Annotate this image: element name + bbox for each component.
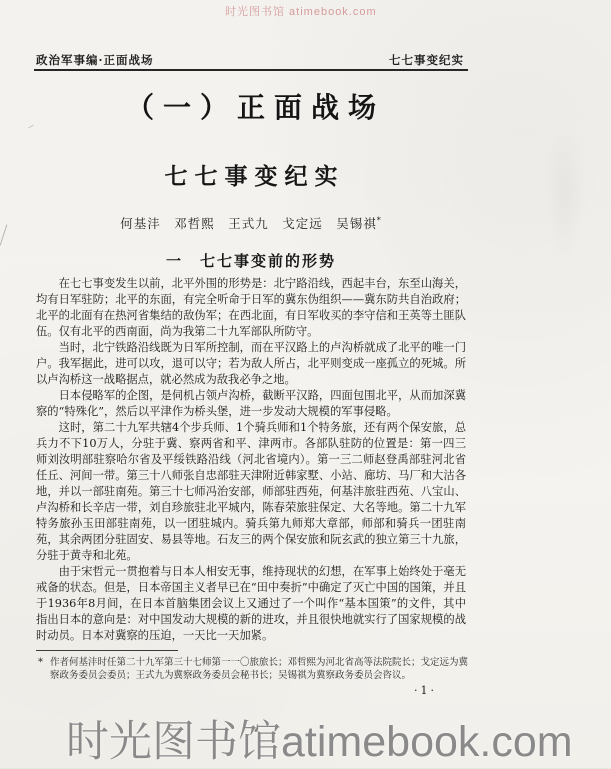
footnote-text: 作者何基沣时任第二十九军第三十七师第一一〇旅旅长；邓哲熙为河北省高等法院院长；戈定远为冀察政务委员会委员；王式九为冀察政务委员会秘书长；吴锡祺为冀察政务委员会咨议。 [50,657,469,681]
scan-artifact-slash [0,224,7,245]
body-paragraph-4: 这时，第二十九军共辖4个步兵师、1个骑兵师和1个特务旅，还有两个保安旅，总兵力不下10万人，分驻于冀、察两省和平、津两市。各部队驻防的位置是：第一四三师刘汝明部驻察哈尔省及平绥铁路沿线（河北省境内）。第一三二师赵登禹部驻河北省任丘、河间一带。第三十八师张自忠部驻天津附近韩家墅、小站、廊坊、马厂和大沽各地，并以一部驻南苑。第三十七师冯治安部，师部驻西苑，何基沣旅驻西苑、八宝山、卢沟桥和长辛店一带，刘自珍旅驻北平城内，陈春荣旅驻保定、大名等地。第二十九军特务旅孙玉田部驻南苑，以一团驻城内。骑兵第九师郑大章部，师部和骑兵一团驻南苑，其余两团分驻固安、易县等地。石友三的两个保安旅和阮玄武的独立第三十九旅，分驻于黄寺和北苑。 [36,421,466,562]
body-paragraph-2: 当时，北宁铁路沿线既为日军所控制，而在平汉路上的卢沟桥就成了北平的唯一门户。我军据此，进可以攻，退可以守；若为敌人所占，北平则变成一座孤立的死城。所以卢沟桥这一战略据点，就必然成为敌我必争之地。 [36,341,466,386]
scan-artifact-smudge [545,120,585,260]
article-title: 七七事变纪实 [164,163,345,190]
article-body [36,276,466,644]
scan-artifact-tick [28,125,34,129]
top-watermark: 时光图书馆 atimebook.com [225,6,377,18]
authors-line [36,214,466,232]
running-header [36,52,466,68]
authors-footnote-marker: * [376,215,382,225]
bottom-watermark: 时光图书馆atimebook.com [66,718,573,766]
page-number: ·1· [414,684,437,697]
chapter-heading: 一 七七事变前的形势 [165,252,336,270]
running-header-right: 七七事变纪实 [389,53,464,67]
footnote-divider [36,650,178,651]
part-title: （一）正面战场 [125,91,385,124]
running-header-left: 政治军事编·正面战场 [36,53,154,67]
header-rule [34,69,468,71]
authors-names: 何基沣 邓哲熙 王式九 戈定远 吴锡祺 [120,216,377,231]
footnote-marker: * [38,657,43,668]
body-paragraph-1: 在七七事变发生以前，北平外围的形势是：北宁路沿线，西起丰台，东至山海关，均有日军驻防；北平的东面，有完全听命于日军的冀东伪组织——冀东防共自治政府；北平的北面有在热河省集结的敌伪军；在西北面，有日军收买的李守信和王英等土匪队伍。仅有北平的西南面，尚为我第二十九军部队所防守。 [36,277,466,338]
footnote [36,656,468,682]
body-paragraph-5: 由于宋哲元一贯抱着与日本人相安无事，维持现状的幻想，在军事上始终处于毫无戒备的状态。但是，日本帝国主义者早已在“田中奏折”中确定了灭亡中国的国策，并且于1936年8月间，在日本首脑集团会议上又通过了一个叫作“基本国策”的文件，其中指出日本的意向是：对中国发动大规模的新的进攻，并且很快地就实行了国家规模的战时动员。日本对冀察的压迫，一天比一天加紧。 [36,565,466,642]
body-paragraph-3: 日本侵略军的企图，是伺机占领卢沟桥，截断平汉路，四面包围北平，从而加深冀察的“特殊化”，然后以平津作为桥头堡，进一步发动大规模的军事侵略。 [36,389,466,418]
